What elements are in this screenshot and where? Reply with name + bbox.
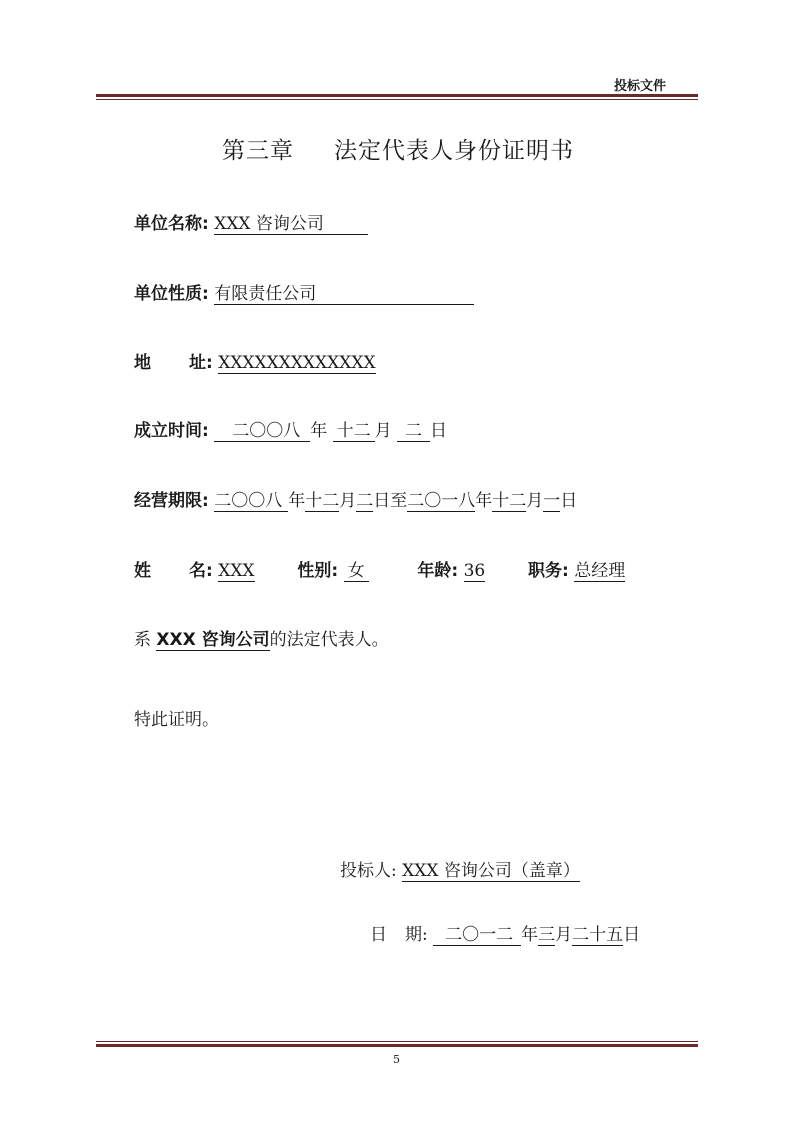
bidder-row <box>340 856 580 882</box>
age-value: 36 <box>463 561 486 581</box>
term-end-month-unit: 月 <box>526 491 544 511</box>
date-year-unit: 年 <box>521 925 539 945</box>
term-start-day: 二 <box>356 491 374 511</box>
date-month: 三 <box>538 925 556 945</box>
footer-rule-thin <box>96 1041 698 1042</box>
certify-text: 特此证明。 <box>134 710 219 730</box>
footer-rule <box>96 1044 698 1047</box>
operating-term-label: 经营期限: <box>134 491 209 511</box>
address-label-2: 址: <box>189 353 213 373</box>
header-label: 投标文件 <box>614 79 667 94</box>
operating-term-row <box>134 486 577 512</box>
date-day-unit: 日 <box>623 925 641 945</box>
date-row <box>370 920 640 946</box>
date-day: 二十五 <box>572 925 624 945</box>
date-label-1: 日 <box>370 925 387 945</box>
gender-value: 女 <box>344 561 369 582</box>
term-start-month-unit: 月 <box>339 491 357 511</box>
term-start-day-unit: 日至 <box>373 491 408 511</box>
page-title <box>222 132 574 165</box>
term-start-month: 十二 <box>305 491 340 511</box>
date-label-2: 期: <box>405 925 428 945</box>
position-label: 职务: <box>528 561 569 581</box>
company-name-label: 单位名称: <box>134 214 209 234</box>
date-month-unit: 月 <box>555 925 573 945</box>
founded-month-unit: 月 <box>374 421 392 441</box>
statement-row <box>134 625 389 651</box>
position-value: 总经理 <box>574 561 626 581</box>
name-value: XXX <box>218 561 255 581</box>
company-name-value: XXX 咨询公司 <box>214 214 368 235</box>
founded-row <box>134 416 447 442</box>
founded-label: 成立时间: <box>134 421 209 441</box>
term-start-year: 二〇〇八 <box>214 491 288 512</box>
founded-year-unit: 年 <box>310 421 328 441</box>
company-nature-label: 单位性质: <box>134 284 209 304</box>
header-rule <box>96 94 698 97</box>
founded-year: 二〇〇八 <box>214 421 310 442</box>
term-end-month: 十二 <box>492 491 527 511</box>
term-end-year: 二〇一八 <box>407 491 476 511</box>
bidder-value: XXX 咨询公司（盖章） <box>402 861 580 881</box>
statement-suffix: 的法定代表人。 <box>269 630 389 650</box>
company-nature-value: 有限责任公司 <box>214 284 474 305</box>
address-value: XXXXXXXXXXXXX <box>218 353 376 373</box>
statement-company: XXX 咨询公司 <box>156 630 270 650</box>
document-title: 法定代表人身份证明书 <box>334 138 574 164</box>
term-end-year-unit: 年 <box>475 491 493 511</box>
bidder-label: 投标人: <box>340 861 397 881</box>
person-row <box>134 556 625 582</box>
header-rule-thin <box>96 99 698 100</box>
name-label-1: 姓 <box>134 561 151 581</box>
company-name-row <box>134 209 368 235</box>
chapter-label: 第三章 <box>222 138 294 164</box>
term-end-day-unit: 日 <box>560 491 578 511</box>
address-row <box>134 348 376 374</box>
gender-label: 性别: <box>297 561 339 581</box>
founded-day-unit: 日 <box>430 421 448 441</box>
term-start-year-unit: 年 <box>288 491 306 511</box>
date-year: 二〇一二 <box>433 925 521 946</box>
statement-prefix: 系 <box>134 630 151 650</box>
founded-month: 十二 <box>333 421 375 442</box>
page-number: 5 <box>393 1053 400 1066</box>
name-label-2: 名: <box>189 561 213 581</box>
term-end-day: 一 <box>543 491 561 511</box>
age-label: 年龄: <box>417 561 459 581</box>
founded-day: 二 <box>397 421 430 442</box>
company-nature-row <box>134 279 474 305</box>
address-label-1: 地 <box>134 353 151 373</box>
